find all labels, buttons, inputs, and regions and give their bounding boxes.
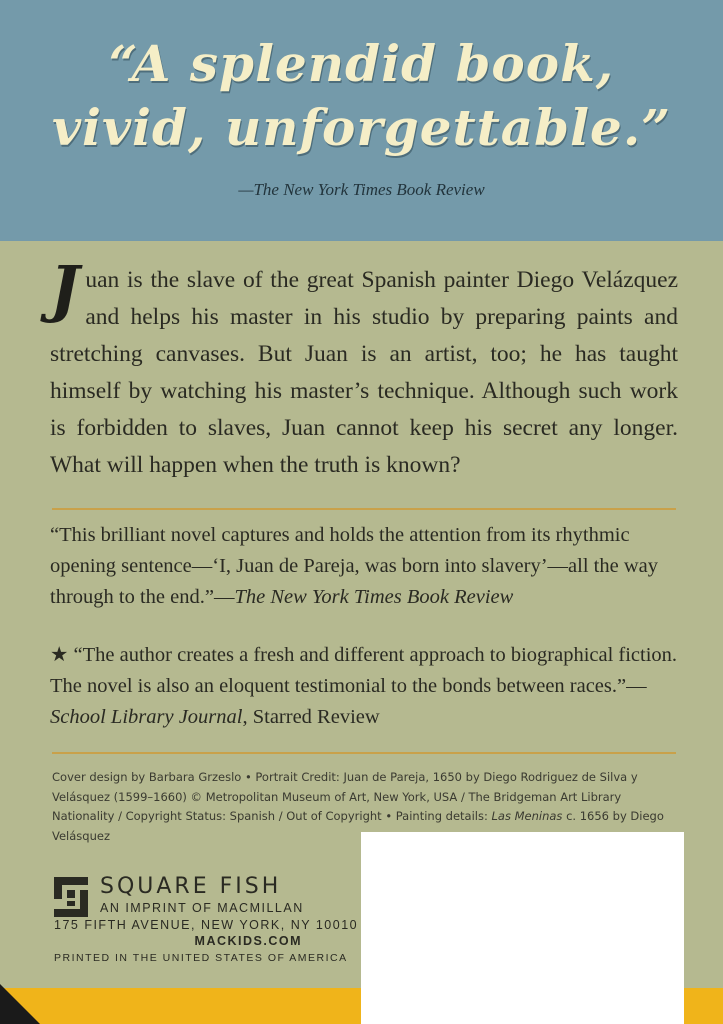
review-quote: “This brilliant novel captures and holds the attention from its rhythmic opening sentence—‘I, Juan de Pareja, was born into slavery’—all the way through to the end.”— xyxy=(50,524,658,608)
publisher-address: 175 FIFTH AVENUE, NEW YORK, NY 10010 xyxy=(54,918,359,932)
description-text: uan is the slave of the great Spanish painter Diego Velázquez and helps his master in his studio by preparing paints and stretching canvases. But Juan is an artist, too; he has taught himself by watching his master’s technique. Although such work is forbidden to slaves, Juan cannot keep his secret any longer. What will happen when the truth is known? xyxy=(50,267,678,478)
review-source: School Library Journal xyxy=(50,706,243,728)
barcode-area xyxy=(361,832,684,1024)
review-slj xyxy=(50,640,678,733)
publisher-name: SQUARE FISH xyxy=(100,874,282,899)
credits-text: Cover design by Barbara Grzeslo • Portrait Credit: Juan de Pareja, 1650 by Diego Rodriguez de Silva y Velásquez (1599–1660) © Metropolitan Museum of Art, New York, USA / The Bridgeman Art Library Nationality / Copyright Status: Spanish / Out of Copyright • Painting details: xyxy=(52,770,638,823)
review-nyt xyxy=(50,520,678,613)
review-suffix: , Starred Review xyxy=(242,706,380,728)
pull-quote-attribution: —The New York Times Book Review xyxy=(238,180,485,199)
square-fish-logo-icon xyxy=(54,877,88,917)
publisher-website: MACKIDS.COM xyxy=(194,934,302,948)
review-quote: “The author creates a fresh and different approach to biographical fiction. The novel is also an eloquent testimonial to the bonds between races.”— xyxy=(50,644,678,697)
quote-banner xyxy=(0,0,723,241)
divider-rule xyxy=(52,752,676,754)
pull-quote-line2: vivid, unforgettable.” xyxy=(51,98,672,157)
divider-rule xyxy=(52,508,676,510)
printed-notice: PRINTED IN THE UNITED STATES OF AMERICA xyxy=(54,952,348,964)
drop-cap: J xyxy=(50,252,80,325)
star-icon: ★ xyxy=(50,644,69,666)
painting-title: Las Meninas xyxy=(491,809,563,823)
pull-quote-line1: “A splendid book, xyxy=(108,34,615,93)
corner-triangle xyxy=(0,984,40,1024)
review-source: The New York Times Book Review xyxy=(234,586,514,608)
publisher-imprint: AN IMPRINT OF MACMILLAN xyxy=(100,901,304,915)
credits-text-end: c. 1656 by Diego Velásquez xyxy=(52,809,664,843)
book-description xyxy=(50,252,678,484)
